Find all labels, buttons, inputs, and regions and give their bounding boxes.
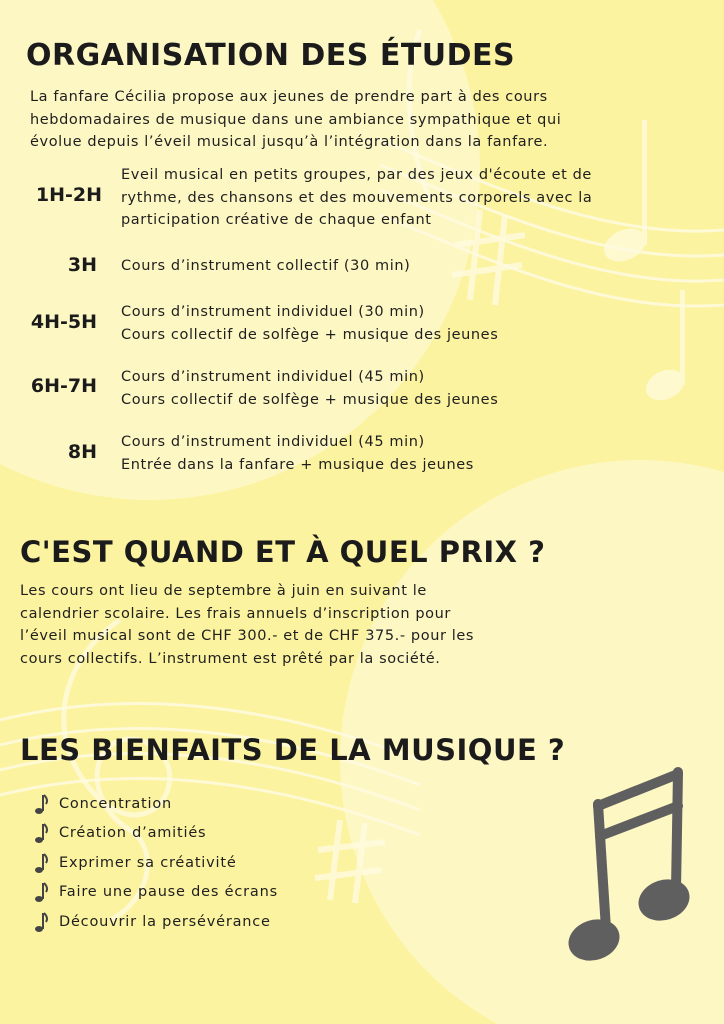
stage-label-8h: 8H [67, 441, 97, 463]
benefit-label: Découvrir la persévérance [59, 913, 271, 930]
eighth-note-icon [34, 793, 50, 815]
list-item [34, 819, 278, 849]
stage-line: Cours d’instrument individuel (45 min) [121, 434, 425, 450]
benefit-label: Faire une pause des écrans [59, 884, 278, 901]
prix-line: cours collectifs. L’instrument est prêté par la société. [20, 650, 441, 667]
stage-line: Entrée dans la fanfare + musique des jeunes [121, 456, 474, 473]
list-item [34, 878, 278, 908]
list-item [34, 848, 278, 878]
section-title-bienfaits: LES BIENFAITS DE LA MUSIQUE ? [20, 733, 566, 767]
prix-paragraph [20, 580, 580, 670]
stage-line: Eveil musical en petits groupes, par des jeux d'écoute et de [121, 167, 592, 183]
eighth-note-icon [34, 881, 50, 903]
stage-line: participation créative de chaque enfant [121, 212, 432, 228]
stage-line: rythme, des chansons et des mouvements corporels avec la [121, 189, 593, 206]
stage-line: Cours d’instrument individuel (45 min) [121, 369, 425, 385]
stage-description-6h-7h [121, 366, 701, 411]
eighth-note-icon [34, 822, 50, 844]
stage-description-1h-2h [121, 164, 701, 232]
stage-description-8h [121, 431, 701, 476]
prix-line: calendrier scolaire. Les frais annuels d’inscription pour [20, 605, 451, 622]
stage-label-1h-2h: 1H-2H [35, 184, 102, 206]
list-item [34, 789, 278, 819]
stage-label-4h-5h: 4H-5H [30, 311, 97, 333]
stage-description-3h [121, 255, 701, 278]
benefit-label: Exprimer sa créativité [59, 854, 237, 871]
prix-line: l’éveil musical sont de CHF 300.- et de CHF 375.- pour les [20, 628, 475, 644]
eighth-note-icon [34, 852, 50, 874]
stage-label-6h-7h: 6H-7H [30, 375, 97, 397]
benefit-label: Concentration [59, 795, 172, 812]
section-title-organisation: ORGANISATION DES ÉTUDES [26, 38, 516, 73]
prix-line: Les cours ont lieu de septembre à juin en suivant le [20, 583, 427, 599]
benefit-label: Création d’amitiés [59, 825, 207, 842]
stage-line: Cours d’instrument collectif (30 min) [121, 258, 411, 274]
stage-description-4h-5h [121, 301, 701, 346]
stage-line: Cours collectif de solfège + musique des jeunes [121, 326, 499, 343]
benefits-list [34, 789, 278, 937]
intro-paragraph [30, 86, 710, 154]
stage-line: Cours d’instrument individuel (30 min) [121, 304, 425, 320]
intro-line: hebdomadaires de musique dans une ambiance sympathique et qui [30, 111, 562, 128]
intro-line: évolue depuis l’éveil musical jusqu’à l’intégration dans la fanfare. [30, 134, 549, 150]
section-title-prix: C'EST QUAND ET À QUEL PRIX ? [20, 535, 546, 569]
stage-label-3h: 3H [67, 254, 97, 276]
intro-line: La fanfare Cécilia propose aux jeunes de prendre part à des cours [30, 89, 548, 105]
stage-line: Cours collectif de solfège + musique des jeunes [121, 391, 499, 408]
beamed-notes-icon [566, 764, 696, 964]
list-item [34, 907, 278, 937]
eighth-note-icon [34, 911, 50, 933]
